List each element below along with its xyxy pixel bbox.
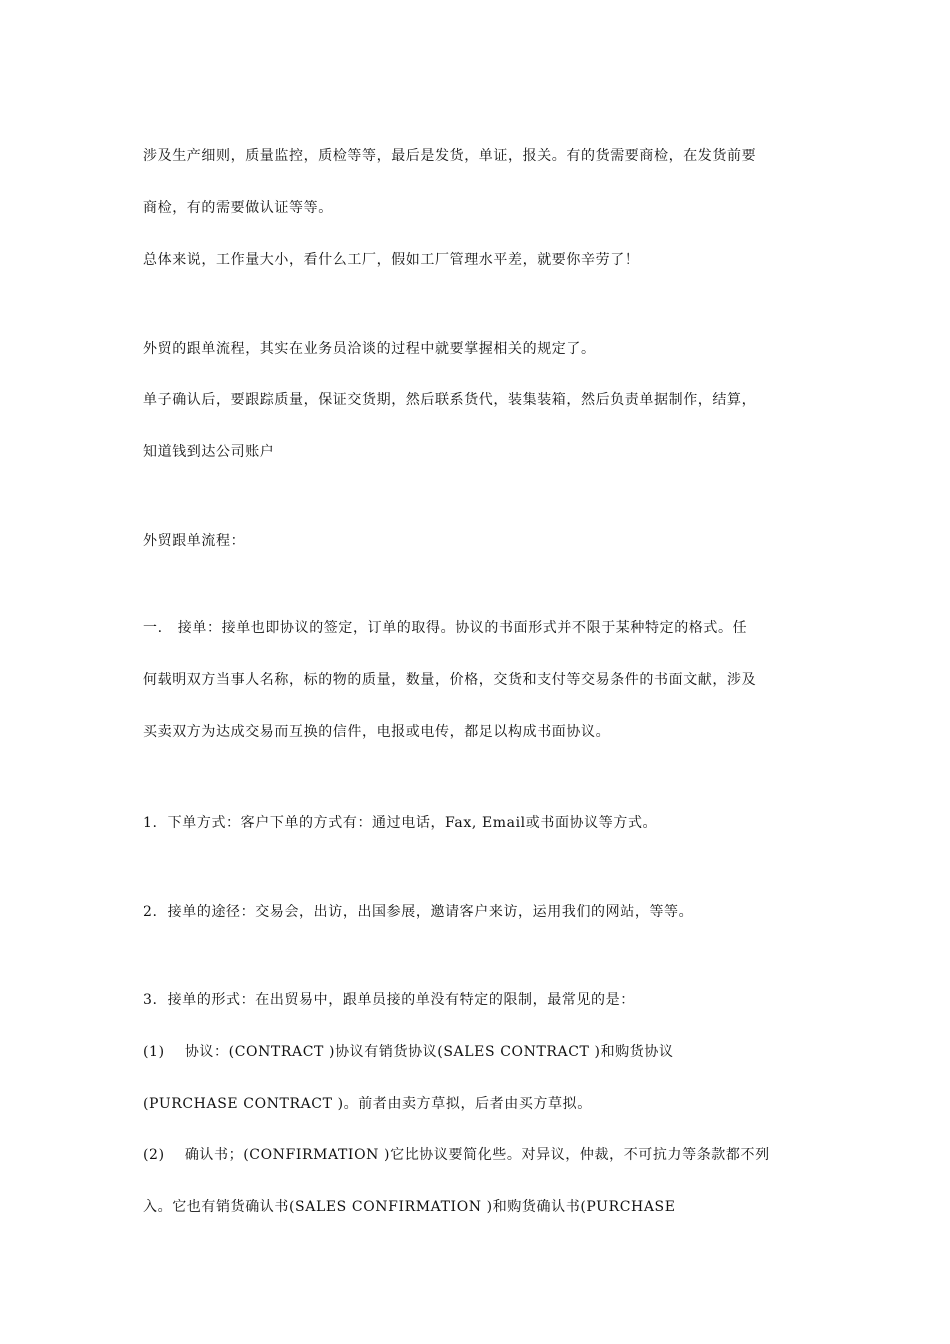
paragraph-line: 一. 接单：接单也即协议的签定，订单的取得。协议的书面形式并不限于某种特定的格式。任: [143, 620, 748, 636]
paragraph-line: 外贸的跟单流程，其实在业务员洽谈的过程中就要掌握相关的规定了。: [143, 341, 596, 357]
section-heading: 外贸跟单流程：: [143, 533, 246, 549]
paragraph-line: 买卖双方为达成交易而互换的信件，电报或电传，都足以构成书面协议。: [143, 724, 611, 740]
paragraph-line: 何载明双方当事人名称，标的物的质量，数量，价格，交货和支付等交易条件的书面文献，涉及: [143, 672, 757, 688]
paragraph-line: 总体来说，工作量大小，看什么工厂，假如工厂管理水平差，就要你辛劳了！: [143, 252, 640, 268]
paragraph-line: 商检，有的需要做认证等等。: [143, 200, 333, 216]
sub-list-item: (2) 确认书；(CONFIRMATION )它比协议要简化些。对异议，仲裁，不可抗力等条款都不列: [143, 1147, 770, 1163]
list-item: 1. 下单方式：客户下单的方式有：通过电话，Fax, Email或书面协议等方式。: [143, 815, 658, 831]
sub-list-item: (1) 协议：(CONTRACT )协议有销货协议(SALES CONTRACT )和购货协议: [143, 1044, 674, 1060]
paragraph-line: 单子确认后，要跟踪质量，保证交货期，然后联系货代，装集装箱，然后负责单据制作，结算，: [143, 392, 757, 408]
paragraph-line: (PURCHASE CONTRACT )。前者由卖方草拟，后者由买方草拟。: [143, 1096, 592, 1112]
list-item: 2. 接单的途径：交易会，出访，出国参展，邀请客户来访，运用我们的网站，等等。: [143, 904, 694, 920]
paragraph-line: 入。它也有销货确认书(SALES CONFIRMATION )和购货确认书(PURCHASE: [143, 1199, 676, 1215]
list-item: 3. 接单的形式：在出贸易中，跟单员接的单没有特定的限制，最常见的是：: [143, 992, 635, 1008]
paragraph-line: 涉及生产细则，质量监控，质检等等，最后是发货，单证，报关。有的货需要商检，在发货前要: [143, 148, 757, 164]
paragraph-line: 知道钱到达公司账户: [143, 444, 275, 460]
